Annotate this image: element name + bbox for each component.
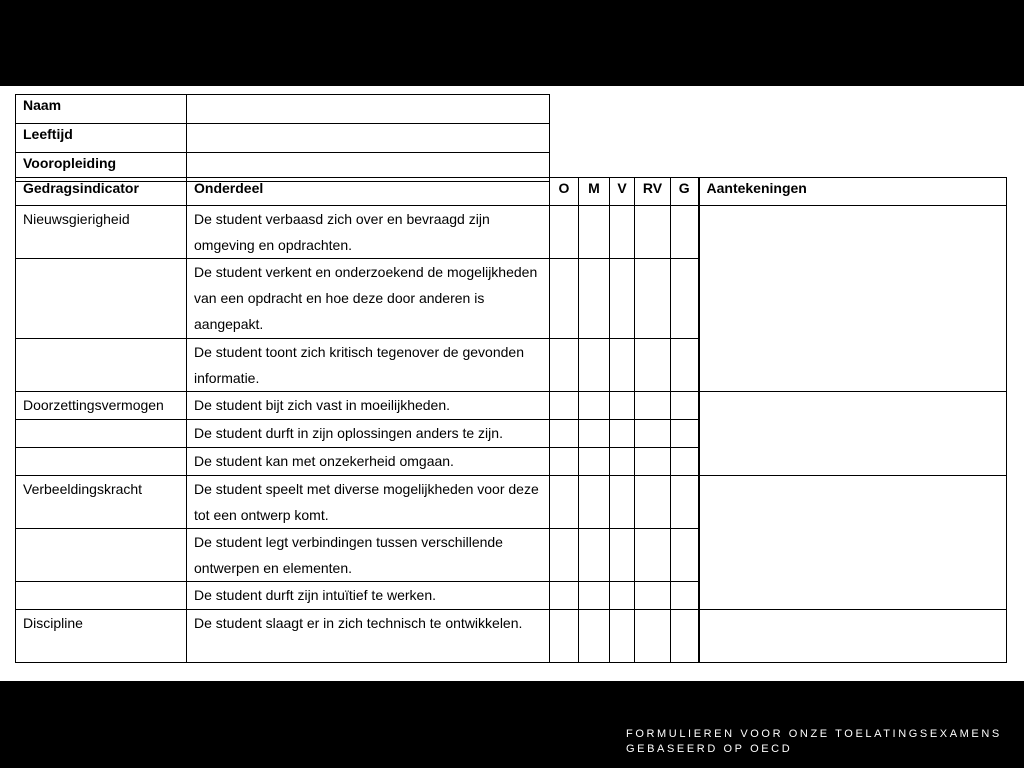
- notes-cell[interactable]: [699, 476, 1007, 610]
- indicator-cell: Doorzettingsvermogen: [16, 392, 187, 420]
- score-m-cell[interactable]: [579, 476, 610, 529]
- info-label: Naam: [16, 95, 187, 124]
- score-o-cell[interactable]: [550, 529, 579, 582]
- assessment-table: [15, 177, 1007, 663]
- personal-info-table: [15, 94, 550, 182]
- score-g-cell[interactable]: [671, 420, 699, 448]
- indicator-cell: [16, 448, 187, 476]
- onderdeel-cell: De student verkent en onderzoekend de mogelijkheden van een opdracht en hoe deze door anderen is aangepakt.: [187, 259, 550, 339]
- indicator-cell: Verbeeldingskracht: [16, 476, 187, 529]
- table-header-row: [16, 178, 1007, 206]
- score-o-cell[interactable]: [550, 448, 579, 476]
- score-g-cell[interactable]: [671, 448, 699, 476]
- info-value-field[interactable]: [187, 95, 550, 124]
- header-o: O: [550, 178, 579, 206]
- score-g-cell[interactable]: [671, 476, 699, 529]
- indicator-cell: [16, 420, 187, 448]
- header-v: V: [610, 178, 635, 206]
- table-row: [16, 476, 1007, 529]
- indicator-cell: [16, 339, 187, 392]
- notes-cell[interactable]: [699, 392, 1007, 476]
- score-v-cell[interactable]: [610, 206, 635, 259]
- score-g-cell[interactable]: [671, 392, 699, 420]
- table-row: [16, 206, 1007, 259]
- indicator-cell: Nieuwsgierigheid: [16, 206, 187, 259]
- score-o-cell[interactable]: [550, 392, 579, 420]
- score-m-cell[interactable]: [579, 529, 610, 582]
- score-m-cell[interactable]: [579, 392, 610, 420]
- onderdeel-cell: De student toont zich kritisch tegenover de gevonden informatie.: [187, 339, 550, 392]
- score-o-cell[interactable]: [550, 610, 579, 663]
- score-g-cell[interactable]: [671, 582, 699, 610]
- header-g: G: [671, 178, 699, 206]
- footer-line-1: FORMULIEREN VOOR ONZE TOELATINGSEXAMENS: [626, 728, 1002, 740]
- onderdeel-cell: De student kan met onzekerheid omgaan.: [187, 448, 550, 476]
- header-notes: Aantekeningen: [699, 178, 1007, 206]
- info-row-naam: [16, 95, 550, 124]
- score-rv-cell[interactable]: [635, 392, 671, 420]
- score-m-cell[interactable]: [579, 206, 610, 259]
- info-label: Vooropleiding: [16, 153, 187, 182]
- score-rv-cell[interactable]: [635, 259, 671, 339]
- score-v-cell[interactable]: [610, 582, 635, 610]
- score-o-cell[interactable]: [550, 476, 579, 529]
- score-rv-cell[interactable]: [635, 582, 671, 610]
- score-rv-cell[interactable]: [635, 206, 671, 259]
- score-m-cell[interactable]: [579, 582, 610, 610]
- onderdeel-cell: De student durft zijn intuïtief te werken.: [187, 582, 550, 610]
- score-v-cell[interactable]: [610, 420, 635, 448]
- score-m-cell[interactable]: [579, 259, 610, 339]
- onderdeel-cell: De student verbaasd zich over en bevraagd zijn omgeving en opdrachten.: [187, 206, 550, 259]
- score-v-cell[interactable]: [610, 339, 635, 392]
- score-rv-cell[interactable]: [635, 420, 671, 448]
- info-row-leeftijd: [16, 124, 550, 153]
- score-v-cell[interactable]: [610, 610, 635, 663]
- top-bar: [0, 0, 1024, 86]
- indicator-cell: Discipline: [16, 610, 187, 663]
- footer-line-2: GEBASEERD OP OECD: [626, 743, 793, 755]
- footer-caption: [626, 727, 1002, 757]
- header-m: M: [579, 178, 610, 206]
- table-row: [16, 392, 1007, 420]
- score-rv-cell[interactable]: [635, 529, 671, 582]
- score-g-cell[interactable]: [671, 206, 699, 259]
- header-onderdeel: Onderdeel: [187, 178, 550, 206]
- score-g-cell[interactable]: [671, 339, 699, 392]
- notes-cell[interactable]: [699, 206, 1007, 392]
- score-v-cell[interactable]: [610, 476, 635, 529]
- onderdeel-cell: De student slaagt er in zich technisch te ontwikkelen.: [187, 610, 550, 663]
- header-rv: RV: [635, 178, 671, 206]
- indicator-cell: [16, 529, 187, 582]
- score-o-cell[interactable]: [550, 420, 579, 448]
- table-row: [16, 610, 1007, 663]
- score-rv-cell[interactable]: [635, 610, 671, 663]
- score-o-cell[interactable]: [550, 206, 579, 259]
- notes-cell[interactable]: [699, 610, 1007, 663]
- onderdeel-cell: De student bijt zich vast in moeilijkheden.: [187, 392, 550, 420]
- score-o-cell[interactable]: [550, 259, 579, 339]
- score-rv-cell[interactable]: [635, 448, 671, 476]
- score-v-cell[interactable]: [610, 448, 635, 476]
- header-indicator: Gedragsindicator: [16, 178, 187, 206]
- onderdeel-cell: De student speelt met diverse mogelijkheden voor deze tot een ontwerp komt.: [187, 476, 550, 529]
- indicator-cell: [16, 259, 187, 339]
- info-label: Leeftijd: [16, 124, 187, 153]
- score-g-cell[interactable]: [671, 529, 699, 582]
- score-m-cell[interactable]: [579, 420, 610, 448]
- score-rv-cell[interactable]: [635, 339, 671, 392]
- score-m-cell[interactable]: [579, 610, 610, 663]
- score-v-cell[interactable]: [610, 529, 635, 582]
- onderdeel-cell: De student legt verbindingen tussen verschillende ontwerpen en elementen.: [187, 529, 550, 582]
- score-g-cell[interactable]: [671, 259, 699, 339]
- score-m-cell[interactable]: [579, 339, 610, 392]
- indicator-cell: [16, 582, 187, 610]
- score-v-cell[interactable]: [610, 392, 635, 420]
- onderdeel-cell: De student durft in zijn oplossingen anders te zijn.: [187, 420, 550, 448]
- score-o-cell[interactable]: [550, 339, 579, 392]
- score-g-cell[interactable]: [671, 610, 699, 663]
- score-m-cell[interactable]: [579, 448, 610, 476]
- score-o-cell[interactable]: [550, 582, 579, 610]
- score-rv-cell[interactable]: [635, 476, 671, 529]
- score-v-cell[interactable]: [610, 259, 635, 339]
- info-value-field[interactable]: [187, 124, 550, 153]
